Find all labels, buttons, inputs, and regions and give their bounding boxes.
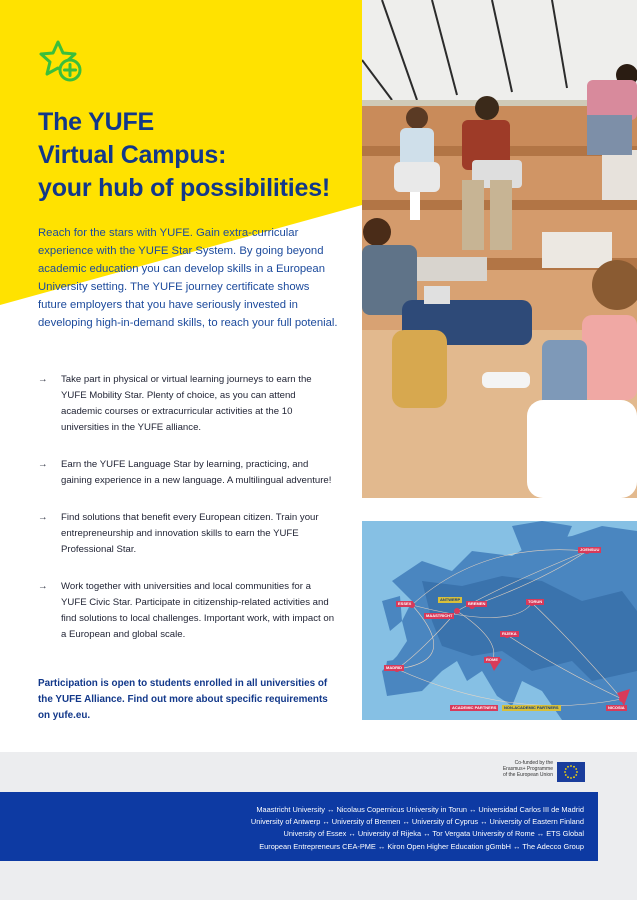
arrow-icon: →	[38, 374, 48, 385]
arrow-icon: →	[38, 581, 48, 592]
title-line-1: The YUFE	[38, 108, 155, 136]
map-label-rome: ROME	[486, 657, 498, 662]
partner-line: European Entrepreneurs CEA-PME ↔ Kiron Open Higher Education gGmbH ↔ The Adecco Group	[259, 841, 584, 851]
partner-line: Maastricht University ↔ Nicolaus Copernicus University in Torun ↔ Universidad Carlos III de Madrid	[256, 805, 584, 814]
title-line-2: Virtual Campus:	[38, 141, 227, 169]
partner-map	[362, 521, 637, 720]
cofunding-line-2: Erasmus+ Programme	[502, 766, 553, 772]
partner-list	[251, 804, 584, 853]
partner-universities-band	[0, 792, 598, 861]
map-label-maastricht: MAASTRICHT	[426, 613, 453, 618]
cofunding-line-3: of the European Union	[502, 772, 553, 778]
students-photo-illustration	[362, 0, 637, 498]
students-photo	[362, 0, 637, 498]
map-label-bremen: BREMEN	[468, 601, 486, 606]
eu-flag-icon	[557, 762, 585, 782]
map-label-rijeka: RIJEKA	[502, 631, 517, 636]
arrow-icon: →	[38, 459, 48, 470]
map-label-joensuu: JOENSUU	[580, 547, 600, 552]
map-legend-non-academic: NON-ACADEMIC PARTNERS	[504, 705, 559, 710]
map-label-antwerp: ANTWERP	[440, 597, 461, 602]
star-plus-icon	[38, 38, 84, 84]
map-label-madrid: MADRID	[386, 665, 402, 670]
partner-line: University of Essex ↔ University of Rijeka ↔ Tor Vergata University of Rome ↔ ETS Global	[283, 829, 584, 839]
list-item-mobility-star	[38, 372, 338, 436]
cofunding-statement	[483, 760, 553, 778]
page-title	[38, 106, 368, 205]
star-list	[38, 372, 338, 643]
map-label-essex: ESSEX	[398, 601, 412, 606]
title-line-3: your hub of possibilities!	[38, 174, 331, 202]
list-item-language-star	[38, 457, 338, 489]
map-label-nicosia: NICOSIA	[608, 705, 625, 710]
list-item-text: Earn the YUFE Language Star by learning, practicing, and gaining experience in a new language. A multilingual adventure!	[61, 459, 332, 486]
list-item-civic-star	[38, 579, 338, 643]
intro-paragraph: Reach for the stars with YUFE. Gain extra-curricular experience with the YUFE Star System. By going beyond academic education you can develop skills in a European University setting. The YUFE journey certificate shows future employers that you have seriously invested in developing high-in-demand skills, to reach your full potenial.	[38, 227, 338, 330]
participation-note: Participation is open to students enrolled in all universities of the YUFE Alliance. Find out more about specific requirements on yufe.eu.	[38, 678, 328, 721]
partner-line: University of Antwerp ↔ University of Bremen ↔ University of Cyprus ↔ University of Eastern Finland	[250, 817, 584, 827]
list-item-text: Work together with universities and local communities for a YUFE Civic Star. Participate in citizenship-related activities and find solutions to local challenges. Important work, with impact on a European and global scale.	[61, 581, 335, 640]
map-label-torun: TORUN	[528, 599, 543, 604]
arrow-icon: →	[38, 512, 48, 523]
cofunding-line-1: Co-funded by the	[514, 760, 553, 766]
list-item-professional-star	[38, 510, 338, 558]
map-legend-academic: ACADEMIC PARTNERS	[452, 705, 497, 710]
list-item-text: Take part in physical or virtual learning journeys to earn the YUFE Mobility Star. Plenty of choice, as you can attend academic courses or extracurricular activities at the 10 universities in the YUFE alliance.	[61, 374, 312, 433]
list-item-text: Find solutions that benefit every European citizen. Train your entrepreneurship and innovation skills to earn the YUFE Professional Star.	[61, 512, 319, 555]
